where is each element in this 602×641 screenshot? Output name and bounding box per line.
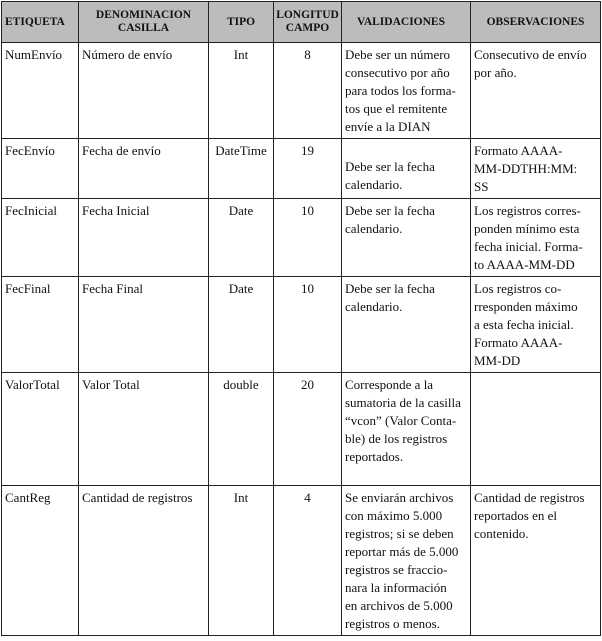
cell-validaciones: Corresponde a la sumatoria de la casilla “vcon” (Valor Conta- ble) de los registros reportados.: [342, 373, 471, 486]
cell-denominacion: Valor Total: [79, 373, 209, 486]
cell-etiqueta: FecFinal: [2, 277, 79, 373]
cell-validaciones: Debe ser la fecha calendario.: [342, 199, 471, 277]
header-validaciones: VALIDACIONES: [342, 2, 471, 43]
cell-denominacion: Fecha Final: [79, 277, 209, 373]
cell-observaciones: Consecutivo de envío por año.: [471, 43, 601, 139]
table-row: [2, 139, 601, 199]
cell-longitud: 10: [274, 199, 342, 277]
header-etiqueta: ETIQUETA: [2, 2, 79, 43]
cell-observaciones: [471, 373, 601, 486]
cell-etiqueta: ValorTotal: [2, 373, 79, 486]
cell-etiqueta: NumEnvío: [2, 43, 79, 139]
cell-tipo: Date: [209, 277, 274, 373]
cell-observaciones: Los registros corres- ponden mínimo esta fecha inicial. Forma- to AAAA-MM-DD: [471, 199, 601, 277]
header-tipo: TIPO: [209, 2, 274, 43]
cell-denominacion: Fecha de envío: [79, 139, 209, 199]
cell-tipo: Date: [209, 199, 274, 277]
table-row: [2, 43, 601, 139]
cell-etiqueta: CantReg: [2, 486, 79, 636]
table-row: [2, 373, 601, 486]
cell-tipo: Int: [209, 43, 274, 139]
header-row: [2, 2, 601, 43]
cell-observaciones: Cantidad de registros reportados en el contenido.: [471, 486, 601, 636]
cell-denominacion: Fecha Inicial: [79, 199, 209, 277]
cell-tipo: Int: [209, 486, 274, 636]
header-denominacion-casilla: DENOMINACION CASILLA: [79, 2, 209, 43]
cell-validaciones: Se enviarán archivos con máximo 5.000 registros; si se deben reportar más de 5.000 registros se fraccio- nara la información en archivos de 5.000 registros o menos.: [342, 486, 471, 636]
cell-longitud: 20: [274, 373, 342, 486]
header-longitud-campo: LONGITUD CAMPO: [274, 2, 342, 43]
cell-tipo: double: [209, 373, 274, 486]
table-row: [2, 486, 601, 636]
cell-tipo: DateTime: [209, 139, 274, 199]
field-spec-table: [1, 1, 601, 636]
header-observaciones: OBSERVACIONES: [471, 2, 601, 43]
table-row: [2, 199, 601, 277]
cell-denominacion: Número de envío: [79, 43, 209, 139]
cell-observaciones: Los registros co- rresponden máximo a esta fecha inicial. Formato AAAA- MM-DD: [471, 277, 601, 373]
cell-longitud: 4: [274, 486, 342, 636]
cell-longitud: 8: [274, 43, 342, 139]
table-row: [2, 277, 601, 373]
cell-validaciones: Debe ser la fecha calendario.: [342, 139, 471, 199]
cell-validaciones: Debe ser la fecha calendario.: [342, 277, 471, 373]
cell-longitud: 19: [274, 139, 342, 199]
cell-validaciones: Debe ser un número consecutivo por año para todos los forma- tos que el remitente envíe a la DIAN: [342, 43, 471, 139]
cell-observaciones: Formato AAAA- MM-DDTHH:MM: SS: [471, 139, 601, 199]
cell-denominacion: Cantidad de registros: [79, 486, 209, 636]
cell-etiqueta: FecInicial: [2, 199, 79, 277]
cell-longitud: 10: [274, 277, 342, 373]
cell-etiqueta: FecEnvío: [2, 139, 79, 199]
